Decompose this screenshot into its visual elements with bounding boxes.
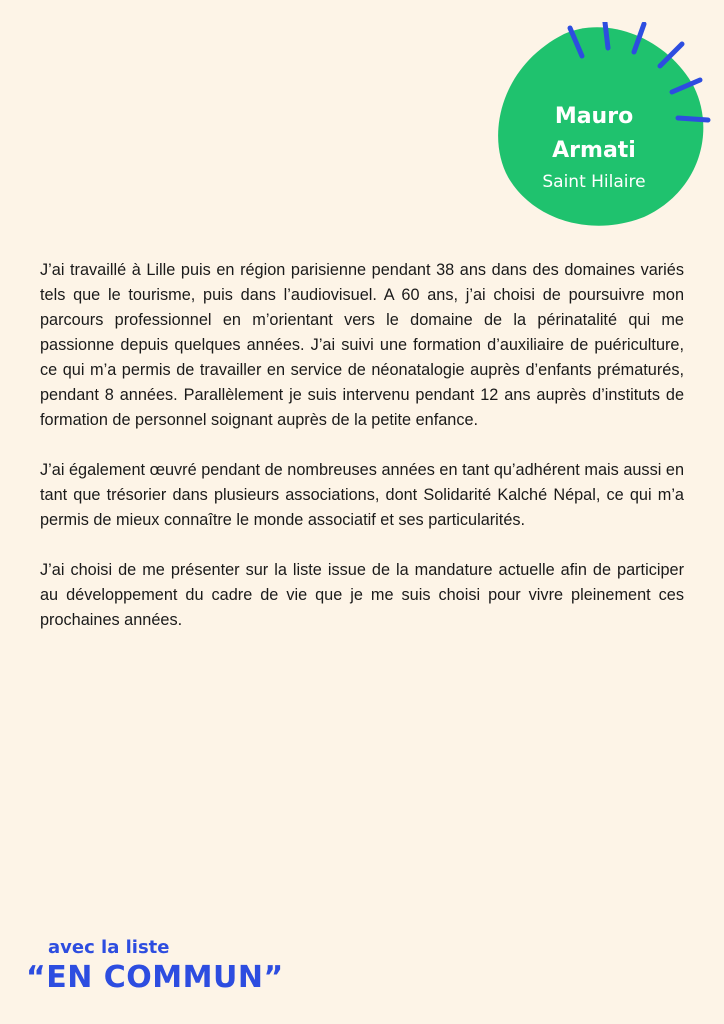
- list-logo-subtitle: avec la liste: [48, 937, 170, 958]
- biography: [40, 258, 684, 658]
- candidate-last-name: Armati: [552, 138, 636, 163]
- badge-text: [494, 100, 694, 196]
- name-badge: [494, 22, 714, 232]
- biography-paragraph: J’ai choisi de me présenter sur la liste issue de la mandature actuelle afin de participer au développement du cadre de vie que je me suis choisi pour vivre pleinement ces prochaines années.: [40, 561, 684, 629]
- biography-paragraph: J’ai également œuvré pendant de nombreuses années en tant qu’adhérent mais aussi en tant que trésorier dans plusieurs associations, dont Solidarité Kalché Népal, ce qui m’a permis de mieux connaître le monde associatif et ses particularités.: [40, 461, 684, 529]
- list-logo: [26, 935, 284, 995]
- biography-paragraph: J’ai travaillé à Lille puis en région parisienne pendant 38 ans dans des domaines variés tels que le tourisme, puis dans l’audiovisuel. A 60 ans, j’ai choisi de poursuivre mon parcours professionnel en m’orientant vers le domaine de la périnatalité qui me passionne depuis quelques années. J’ai suivi une formation d’auxiliaire de puériculture, ce qui m’a permis de travailler en service de néonatalogie auprès d’enfants prématurés, pendant 8 années. Parallèlement je suis intervenu pendant 12 ans auprès d’instituts de formation de personnel soignant auprès de la petite enfance.: [40, 261, 684, 429]
- candidate-first-name: Mauro: [554, 104, 634, 129]
- list-logo-title: “EN COMMUN”: [26, 960, 284, 995]
- candidate-location: Saint Hilaire: [542, 172, 646, 192]
